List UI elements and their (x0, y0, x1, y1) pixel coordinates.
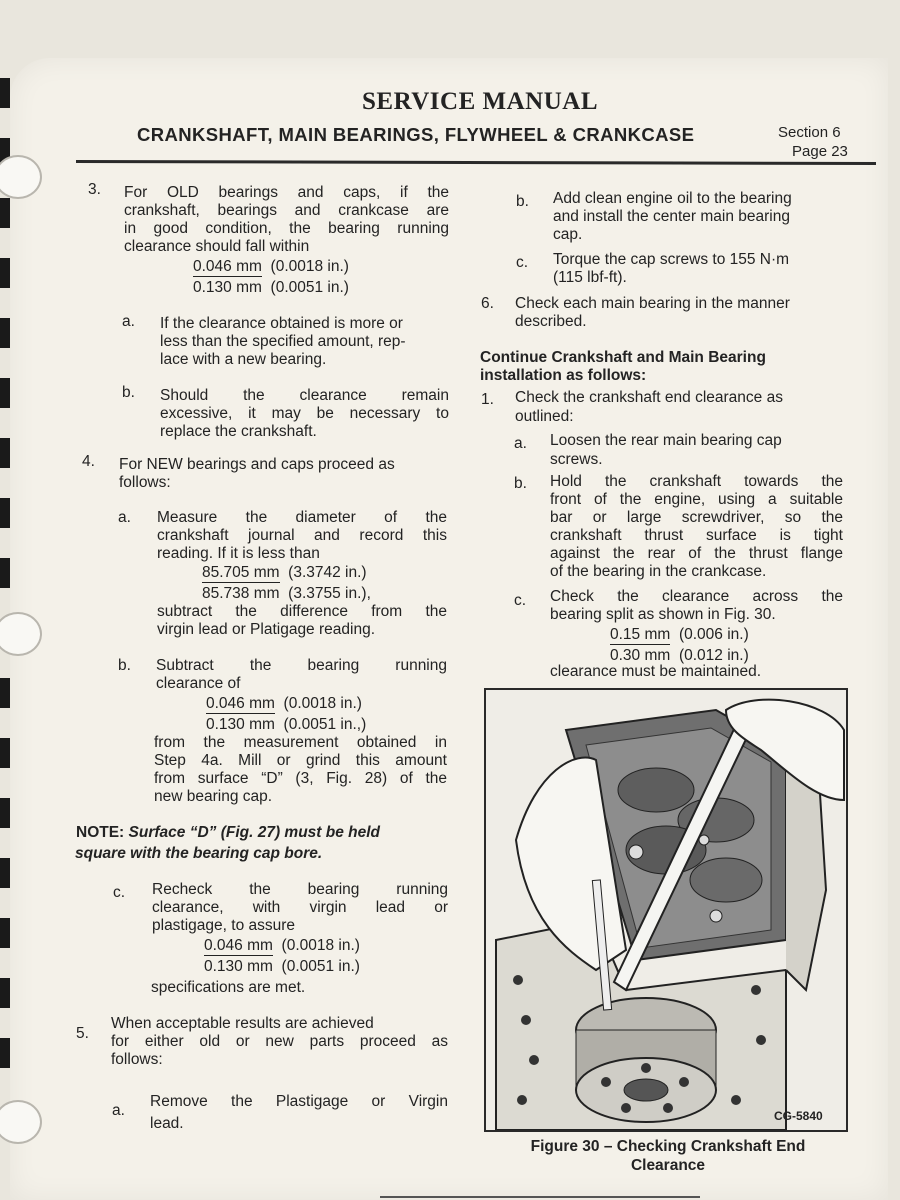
substep-text: Torque the cap screws to 155 N·m (553, 251, 790, 268)
spec-mm: 85.705 mm (202, 564, 280, 581)
spec-in: (3.3755 in.), (288, 585, 371, 602)
substep-text: of the bearing in the crankcase. (550, 563, 767, 580)
substep-text: lace with a new bearing. (160, 351, 327, 368)
section-heading: installation as follows: (480, 367, 647, 384)
substep-label: b. (122, 384, 135, 401)
substep-label: b. (516, 193, 529, 210)
substep-label: c. (516, 254, 529, 271)
substep-text: subtract the difference from the (157, 603, 447, 620)
step-text: for either old or new parts proceed as (111, 1033, 448, 1050)
step-text: Check the crankshaft end clearance as (515, 389, 783, 406)
spec-mm: 0.15 mm (610, 626, 671, 643)
spec-mm: 85.738 mm (202, 585, 280, 602)
substep-text: virgin lead or Platigage reading. (157, 621, 375, 638)
spec-mm: 0.046 mm (193, 258, 262, 275)
step-text: follows: (111, 1051, 163, 1068)
substep-text: screws. (550, 451, 603, 468)
substep-label: a. (514, 435, 527, 452)
spec-mm: 0.130 mm (206, 716, 275, 733)
substep-text: and install the center main bearing (553, 208, 790, 225)
binder-tab (0, 558, 10, 588)
step-text: outlined: (515, 408, 574, 425)
spec-mm: 0.046 mm (206, 695, 275, 712)
substep-label: a. (112, 1102, 125, 1119)
substep-text: from surface “D” (3, Fig. 28) of the (154, 770, 447, 787)
substep-text: crankshaft thrust surface is tight (550, 527, 843, 544)
caption-line: Figure 30 – Checking Crankshaft End (530, 1138, 806, 1155)
spec-mm: 0.30 mm (610, 647, 671, 664)
spec-mm: 0.130 mm (204, 958, 273, 975)
note-text: Surface “D” (Fig. 27) must be held (124, 824, 381, 841)
diameter-spec (202, 562, 371, 604)
spec-mm: 0.046 mm (204, 937, 273, 954)
substep-label: a. (122, 313, 135, 330)
substep-text: from the measurement obtained in (154, 734, 447, 751)
end-clearance-spec (610, 624, 749, 666)
note-text: square with the bearing cap bore. (75, 845, 323, 862)
substep-label: b. (514, 475, 527, 492)
step-text: in good condition, the bearing running (124, 220, 449, 237)
substep-text: new bearing cap. (154, 788, 273, 805)
spec-in: (0.0051 in.) (270, 279, 349, 296)
note-label: NOTE: (76, 824, 125, 841)
step-text: described. (515, 313, 587, 330)
step-text: For OLD bearings and caps, if the (124, 184, 449, 201)
substep-text: less than the specified amount, rep- (160, 333, 406, 350)
binder-tab (0, 678, 10, 708)
note (76, 824, 380, 842)
clearance-spec (193, 256, 349, 298)
figure-30 (484, 688, 848, 1132)
substep-text: crankshaft journal and record this (157, 527, 447, 544)
spec-in: (0.0051 in.) (281, 958, 360, 975)
substep-text: Add clean engine oil to the bearing (553, 190, 792, 207)
section-label: Section 6 (778, 124, 841, 141)
substep-text: Step 4a. Mill or grind this amount (154, 752, 447, 769)
spec-in: (0.006 in.) (678, 626, 749, 643)
substep-text: Should the clearance remain (160, 387, 449, 404)
substep-text: reading. If it is less than (157, 545, 320, 562)
step-number: 6. (481, 295, 494, 312)
spec-in: (0.012 in.) (678, 647, 749, 664)
substep-text: bearing split as shown in Fig. 30. (550, 606, 776, 623)
clearance-spec (204, 935, 360, 977)
step-text: Check each main bearing in the manner (515, 295, 790, 312)
substep-text: Recheck the bearing running (152, 881, 448, 898)
step-number: 1. (481, 391, 494, 408)
binder-tab (0, 498, 10, 528)
substep-text: against the rear of the thrust flange (550, 545, 843, 562)
footer-rule (380, 1196, 700, 1198)
substep-text: Hold the crankshaft towards the (550, 473, 843, 490)
substep-text: clearance must be maintained. (550, 663, 762, 680)
substep-text: If the clearance obtained is more or (160, 315, 403, 332)
step-number: 4. (82, 453, 95, 470)
substep-text: lead. (150, 1115, 184, 1132)
binder-tab (0, 738, 10, 768)
substep-text: Measure the diameter of the (157, 509, 447, 526)
binder-tab (0, 378, 10, 408)
step-text: For NEW bearings and caps proceed as (119, 456, 395, 473)
binder-tab (0, 198, 10, 228)
section-heading: Continue Crankshaft and Main Bearing (480, 349, 766, 366)
substep-label: c. (514, 592, 527, 609)
spec-in: (0.0018 in.) (283, 695, 362, 712)
binder-tab (0, 858, 10, 888)
figure-caption (500, 1137, 836, 1175)
step-text: clearance should fall within (124, 238, 310, 255)
spec-mm: 0.130 mm (193, 279, 262, 296)
substep-text: Check the clearance across the (550, 588, 843, 605)
step-number: 3. (88, 181, 101, 198)
binder-tab (0, 318, 10, 348)
substep-text: clearance of (156, 675, 241, 692)
spec-in: (3.3742 in.) (288, 564, 367, 581)
binder-tab (0, 978, 10, 1008)
substep-text: Remove the Plastigage or Virgin (150, 1093, 448, 1110)
binder-tab (0, 78, 10, 108)
substep-label: c. (113, 884, 126, 901)
step-number: 5. (76, 1025, 89, 1042)
manual-title: SERVICE MANUAL (362, 88, 599, 115)
substep-text: specifications are met. (151, 979, 306, 996)
spec-in: (0.0018 in.) (270, 258, 349, 275)
binder-tab (0, 258, 10, 288)
spec-in: (0.0018 in.) (281, 937, 360, 954)
substep-text: excessive, it may be necessary to (160, 405, 449, 422)
substep-text: clearance, with virgin lead or (152, 899, 448, 916)
caption-line: Clearance (630, 1157, 706, 1174)
step-text: When acceptable results are achieved (111, 1015, 374, 1032)
substep-text: (115 lbf-ft). (553, 269, 627, 286)
spec-in: (0.0051 in.,) (283, 716, 367, 733)
binder-tab (0, 438, 10, 468)
binder-tab (0, 798, 10, 828)
substep-text: front of the engine, using a suitable (550, 491, 843, 508)
crankshaft-illustration (486, 690, 846, 1130)
substep-label: b. (118, 657, 131, 674)
step-text: crankshaft, bearings and crankcase are (124, 202, 449, 219)
figure-code: CG-5840 (774, 1109, 823, 1123)
substep-text: Loosen the rear main bearing cap (550, 432, 782, 449)
step-text: follows: (119, 474, 171, 491)
substep-text: plastigage, to assure (152, 917, 296, 934)
substep-label: a. (118, 509, 131, 526)
substep-text: cap. (553, 226, 583, 243)
substep-text: Subtract the bearing running (156, 657, 447, 674)
binder-tab (0, 1038, 10, 1068)
binder-tab (0, 918, 10, 948)
page-number: Page 23 (792, 143, 848, 160)
substep-text: replace the crankshaft. (160, 423, 317, 440)
clearance-spec (206, 693, 366, 735)
substep-text: bar or large screwdriver, so the (550, 509, 843, 526)
chapter-title: CRANKSHAFT, MAIN BEARINGS, FLYWHEEL & CRANKCASE (137, 124, 695, 145)
